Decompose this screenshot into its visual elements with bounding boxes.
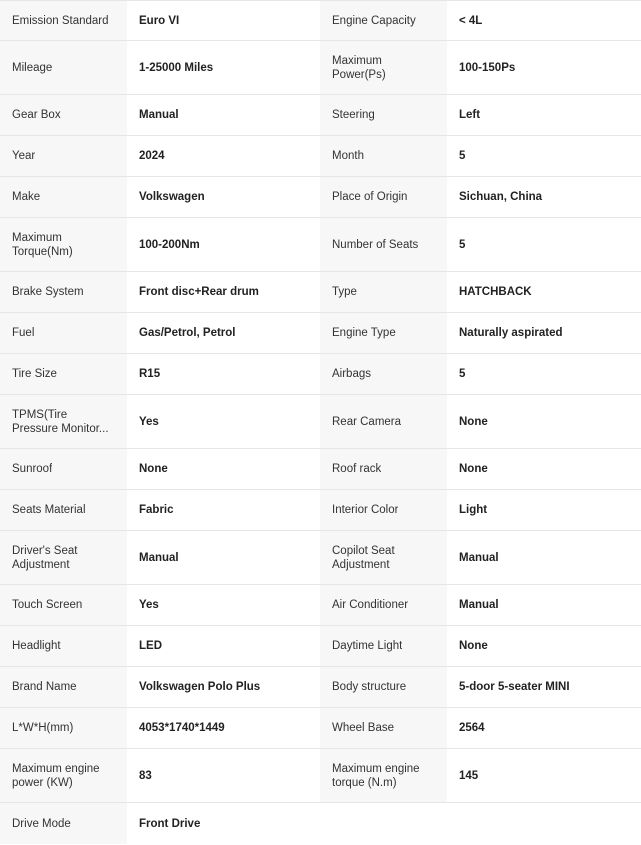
spec-value: 5-door 5-seater MINI <box>447 667 641 707</box>
spec-value: < 4L <box>447 1 641 40</box>
spec-value: Sichuan, China <box>447 177 641 217</box>
spec-value: 2564 <box>447 708 641 748</box>
table-row <box>0 395 641 449</box>
table-row <box>0 177 641 218</box>
spec-value: 5 <box>447 218 641 271</box>
table-row <box>0 41 641 95</box>
spec-label: Air Conditioner <box>320 585 447 625</box>
spec-value: Manual <box>447 585 641 625</box>
spec-value: 83 <box>127 749 320 802</box>
spec-label: Number of Seats <box>320 218 447 271</box>
spec-label: Emission Standard <box>0 1 127 40</box>
spec-value: Naturally aspirated <box>447 313 641 353</box>
spec-label: Drive Mode <box>0 803 127 844</box>
spec-value: 100-200Nm <box>127 218 320 271</box>
table-row <box>0 136 641 177</box>
spec-label: Place of Origin <box>320 177 447 217</box>
spec-label: Brand Name <box>0 667 127 707</box>
table-row <box>0 313 641 354</box>
spec-value: 4053*1740*1449 <box>127 708 320 748</box>
spec-label: Fuel <box>0 313 127 353</box>
spec-label: Gear Box <box>0 95 127 135</box>
spec-label: Maximum engine torque (N.m) <box>320 749 447 802</box>
spec-label: Brake System <box>0 272 127 312</box>
spec-label: Headlight <box>0 626 127 666</box>
spec-label: Roof rack <box>320 449 447 489</box>
spec-label: Make <box>0 177 127 217</box>
spec-label: Sunroof <box>0 449 127 489</box>
table-row <box>0 272 641 313</box>
spec-label: Maximum Torque(Nm) <box>0 218 127 271</box>
table-row <box>0 803 641 844</box>
spec-value: Left <box>447 95 641 135</box>
table-row <box>0 585 641 626</box>
table-row <box>0 531 641 585</box>
table-row <box>0 449 641 490</box>
table-row <box>0 95 641 136</box>
spec-value: None <box>127 449 320 489</box>
spec-label: Tire Size <box>0 354 127 394</box>
spec-value: Yes <box>127 585 320 625</box>
spec-value: LED <box>127 626 320 666</box>
empty-cell <box>320 803 447 844</box>
spec-label: Driver's Seat Adjustment <box>0 531 127 584</box>
spec-label: Seats Material <box>0 490 127 530</box>
spec-value: Euro VI <box>127 1 320 40</box>
spec-value: Manual <box>127 95 320 135</box>
spec-value: Light <box>447 490 641 530</box>
spec-label: Year <box>0 136 127 176</box>
table-row <box>0 354 641 395</box>
spec-value: 100-150Ps <box>447 41 641 94</box>
spec-label: Month <box>320 136 447 176</box>
spec-label: Engine Type <box>320 313 447 353</box>
spec-value: Front Drive <box>127 803 320 844</box>
spec-value: 1-25000 Miles <box>127 41 320 94</box>
spec-label: Maximum engine power (KW) <box>0 749 127 802</box>
spec-value: Front disc+Rear drum <box>127 272 320 312</box>
spec-label: Daytime Light <box>320 626 447 666</box>
spec-label: Steering <box>320 95 447 135</box>
spec-label: L*W*H(mm) <box>0 708 127 748</box>
table-row <box>0 749 641 803</box>
spec-label: TPMS(Tire Pressure Monitor... <box>0 395 127 448</box>
table-row <box>0 490 641 531</box>
spec-value: Volkswagen Polo Plus <box>127 667 320 707</box>
table-row <box>0 708 641 749</box>
spec-label: Touch Screen <box>0 585 127 625</box>
spec-label: Rear Camera <box>320 395 447 448</box>
spec-value: Fabric <box>127 490 320 530</box>
spec-value: R15 <box>127 354 320 394</box>
spec-value: None <box>447 626 641 666</box>
table-row <box>0 218 641 272</box>
table-row <box>0 1 641 41</box>
spec-value: Volkswagen <box>127 177 320 217</box>
table-row <box>0 626 641 667</box>
spec-value: 5 <box>447 136 641 176</box>
spec-value: Manual <box>447 531 641 584</box>
spec-value: Manual <box>127 531 320 584</box>
spec-value: HATCHBACK <box>447 272 641 312</box>
spec-label: Type <box>320 272 447 312</box>
spec-value: 2024 <box>127 136 320 176</box>
spec-value: None <box>447 395 641 448</box>
spec-value: Gas/Petrol, Petrol <box>127 313 320 353</box>
spec-label: Engine Capacity <box>320 1 447 40</box>
spec-label: Body structure <box>320 667 447 707</box>
spec-label: Mileage <box>0 41 127 94</box>
spec-label: Copilot Seat Adjustment <box>320 531 447 584</box>
spec-label: Airbags <box>320 354 447 394</box>
spec-label: Interior Color <box>320 490 447 530</box>
spec-value: 145 <box>447 749 641 802</box>
table-row <box>0 667 641 708</box>
spec-value: Yes <box>127 395 320 448</box>
spec-label: Wheel Base <box>320 708 447 748</box>
spec-value: None <box>447 449 641 489</box>
spec-label: Maximum Power(Ps) <box>320 41 447 94</box>
empty-cell <box>447 803 641 844</box>
spec-value: 5 <box>447 354 641 394</box>
